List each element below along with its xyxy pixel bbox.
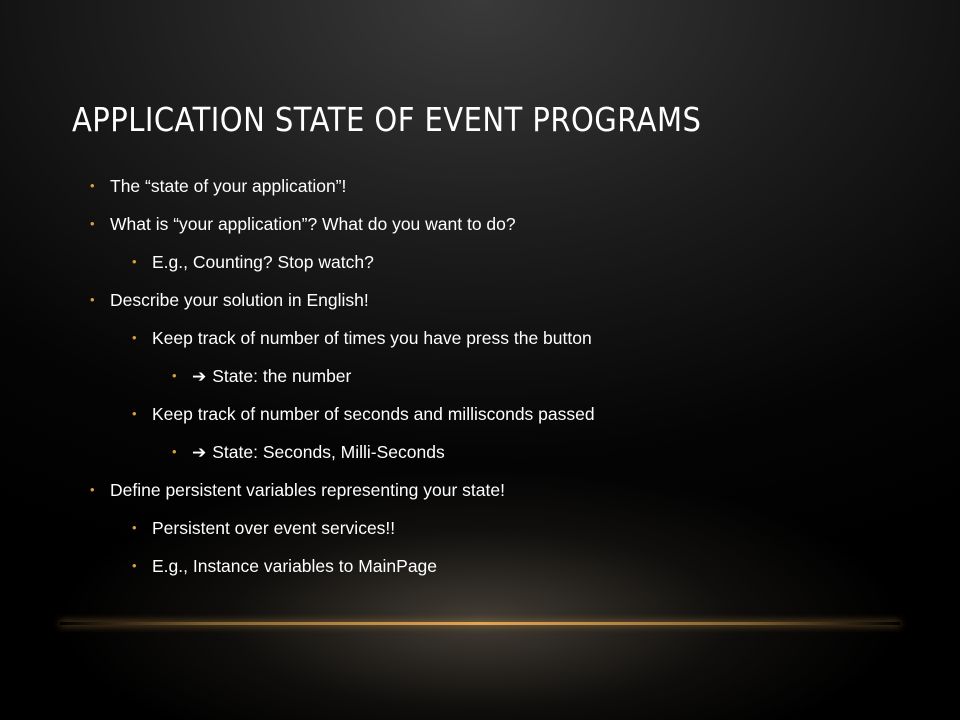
bullet-dot-icon: • (132, 254, 137, 269)
bullet-item (132, 518, 396, 538)
slide-title: APPLICATION STATE OF EVENT PROGRAMS (72, 100, 702, 139)
bullet-item (90, 176, 347, 196)
bullet-dot-icon: • (90, 482, 95, 497)
bullet-text: E.g., Counting? Stop watch? (152, 252, 374, 272)
bullet-text: Keep track of number of seconds and millisconds passed (152, 404, 595, 424)
bullet-dot-icon: • (172, 368, 177, 383)
bullet-text: State: Seconds, Milli-Seconds (212, 442, 445, 462)
bullet-item (90, 480, 505, 500)
bullet-item (132, 328, 592, 348)
bullet-item (132, 556, 438, 576)
bullet-text: Keep track of number of times you have press the button (152, 328, 592, 348)
bullet-text: The “state of your application”! (110, 176, 347, 196)
bullet-item (90, 290, 369, 310)
bullet-text: Define persistent variables representing your state! (110, 480, 505, 500)
bullet-item (132, 252, 374, 272)
bullet-dot-icon: • (132, 406, 137, 421)
bullet-text: Describe your solution in English! (110, 290, 369, 310)
bullet-dot-icon: • (132, 330, 137, 345)
bullet-item (90, 214, 516, 234)
bullet-dot-icon: • (172, 444, 177, 459)
bullet-item (172, 366, 352, 387)
bullet-text: Persistent over event services!! (152, 518, 396, 538)
right-arrow-icon: ➔ (192, 443, 207, 463)
bullet-dot-icon: • (132, 520, 137, 535)
bullet-dot-icon: • (132, 558, 137, 573)
bullet-text: E.g., Instance variables to MainPage (152, 556, 438, 576)
bullet-item (172, 442, 445, 463)
bullet-dot-icon: • (90, 216, 95, 231)
right-arrow-icon: ➔ (192, 367, 207, 387)
bullet-dot-icon: • (90, 178, 95, 193)
bullet-dot-icon: • (90, 292, 95, 307)
decorative-glow-divider (60, 622, 900, 625)
bullet-text: State: the number (212, 366, 352, 386)
bullet-text: What is “your application”? What do you want to do? (110, 214, 516, 234)
bullet-item (132, 404, 595, 424)
